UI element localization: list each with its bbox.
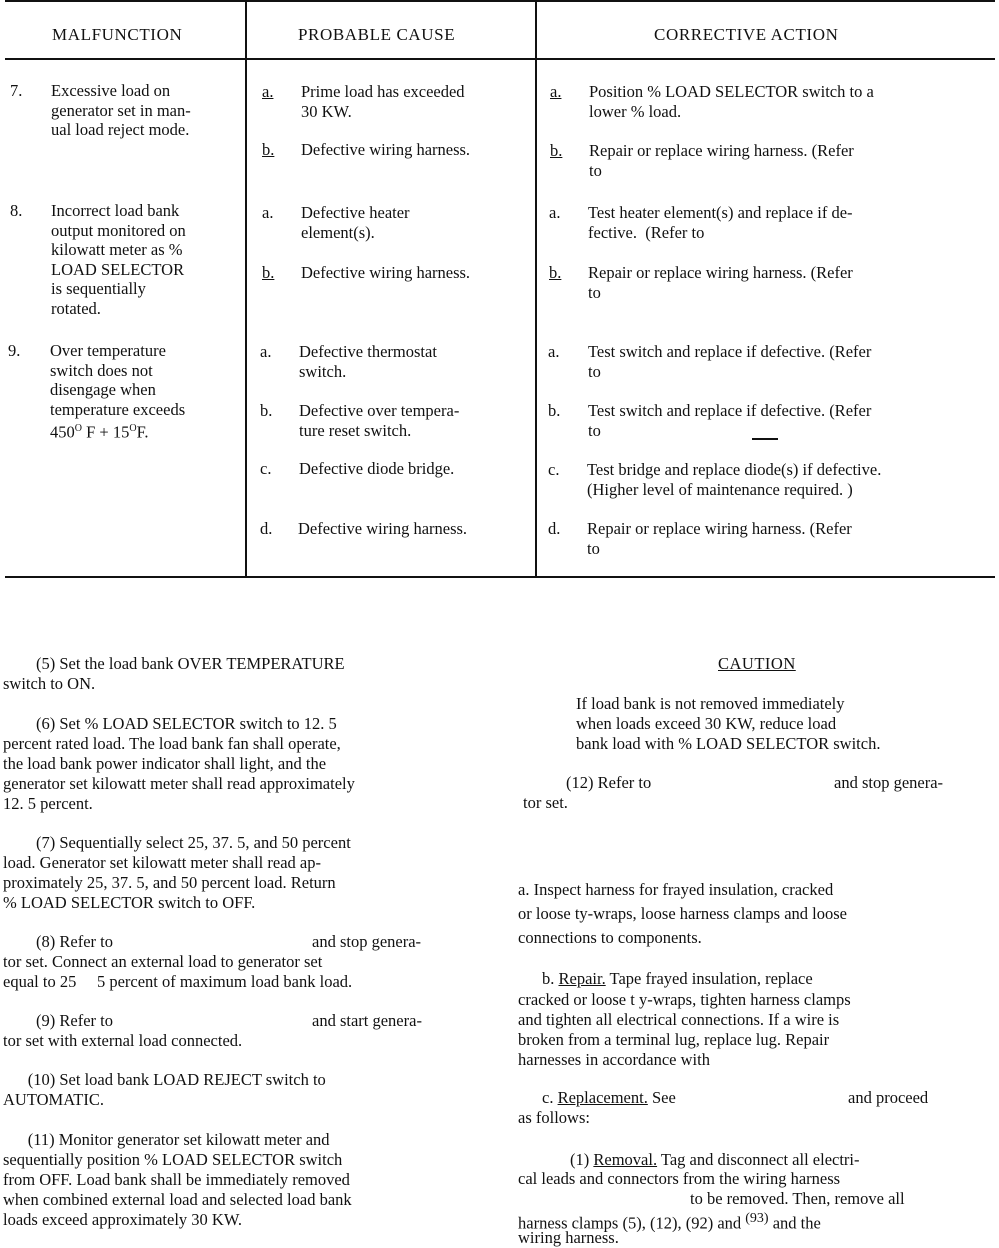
row-7-action-a-letter: a.	[550, 82, 562, 101]
row-9-number: 9.	[8, 341, 21, 360]
row-8-action-a-letter: a.	[549, 203, 561, 222]
step-5-paragraph: (5) Set the load bank OVER TEMPERATURE switch to ON.	[3, 654, 345, 693]
row-8-action-b-letter: b.	[549, 263, 562, 282]
step-12-start: (12) Refer to	[566, 773, 652, 792]
row-9-action-c: Test bridge and replace diode(s) if defective. (Higher level of maintenance required. )	[587, 460, 882, 499]
table-bottom-rule	[5, 576, 995, 578]
row-9-malfunction: Over temperature switch does not disengage when temperature exceeds $450^O$ $F + 15^OF$.	[50, 341, 186, 442]
step-8-line1-start: (8) Refer to	[3, 932, 113, 951]
header-probable-cause: PROBABLE CAUSE	[298, 25, 456, 44]
row-9-action-d: Repair or replace wiring harness. (Refer to	[587, 519, 852, 558]
row-7-action-a: Position % LOAD SELECTOR switch to a lower % load.	[589, 82, 874, 121]
row-8-cause-a-letter: a.	[262, 203, 274, 222]
row-8-cause-b: Defective wiring harness.	[301, 263, 471, 282]
removal-line3: to be removed. Then, remove all	[690, 1189, 905, 1208]
row-7-number: 7.	[10, 81, 23, 100]
row-7-action-b-letter: b.	[550, 141, 563, 160]
row-9-cause-c: Defective diode bridge.	[299, 459, 455, 478]
row-9-cause-c-letter: c.	[260, 459, 272, 478]
removal-line5: wiring harness.	[518, 1228, 619, 1247]
replacement-line1-start: c. Replacement. See	[542, 1088, 676, 1107]
repair-rest: cracked or loose t y-wraps, tighten harness clamps and tighten all electrical connections. If a wire is broken from a terminal lug, replace lug. Repair harnesses in accordance with	[518, 990, 851, 1069]
row-9-action-b-blank-rule	[752, 438, 778, 440]
row-9-cause-a-letter: a.	[260, 342, 272, 361]
step-8-line1-end: and stop genera-	[312, 932, 422, 951]
step-10-paragraph: (10) Set load bank LOAD REJECT switch to AUTOMATIC.	[3, 1070, 326, 1109]
removal-line2: cal leads and connectors from the wiring harness	[518, 1169, 841, 1188]
caution-text: If load bank is not removed immediately when loads exceed 30 KW, reduce load bank load with % LOAD SELECTOR switch.	[576, 694, 881, 753]
row-7-malfunction: Excessive load on generator set in man- ual load reject mode.	[51, 81, 191, 140]
row-9-cause-a: Defective thermostat switch.	[299, 342, 437, 381]
row-8-action-b: Repair or replace wiring harness. (Refer to	[588, 263, 853, 302]
step-8-rest: tor set. Connect an external load to generator set equal to 25 5 percent of maximum load bank load.	[3, 952, 353, 991]
table-top-rule	[5, 0, 995, 2]
repair-line1: b. Repair. Tape frayed insulation, replace	[542, 969, 813, 988]
row-7-cause-b-letter: b.	[262, 140, 275, 159]
row-8-action-a: Test heater element(s) and replace if de- fective. (Refer to	[588, 203, 853, 242]
caution-title: CAUTION	[718, 654, 796, 673]
step-11-paragraph: (11) Monitor generator set kilowatt meter and sequentially position % LOAD SELECTOR switch from OFF. Load bank shall be immediately removed when combined external load and selected load bank loads exceed approximately 30 KW.	[3, 1130, 352, 1229]
row-7-cause-a-letter: a.	[262, 82, 274, 101]
step-6-paragraph: (6) Set % LOAD SELECTOR switch to 12. 5 percent rated load. The load bank fan shall operate, the load bank power indicator shall light, and the generator set kilowatt meter shall read approximately 12. 5 percent.	[3, 714, 355, 813]
replacement-line1-end: and proceed	[848, 1088, 929, 1107]
row-9-action-a-letter: a.	[548, 342, 560, 361]
row-8-cause-a: Defective heater element(s).	[301, 203, 410, 242]
row-9-cause-b: Defective over tempera- ture reset switch.	[299, 401, 460, 440]
step-7-paragraph: (7) Sequentially select 25, 37. 5, and 50 percent load. Generator set kilowatt meter shall read ap- proximately 25, 37. 5, and 50 percent load. Return % LOAD SELECTOR switch to OFF.	[3, 833, 351, 912]
row-8-malfunction: Incorrect load bank output monitored on kilowatt meter as % LOAD SELECTOR is sequentially rotated.	[51, 201, 186, 318]
row-9-cause-d: Defective wiring harness.	[298, 519, 468, 538]
step-9-rest: tor set with external load connected.	[3, 1031, 243, 1050]
step-9-line1-start: (9) Refer to	[3, 1011, 113, 1030]
step-12-rest: tor set.	[523, 793, 568, 812]
inspect-paragraph: a. Inspect harness for frayed insulation, cracked or loose ty-wraps, loose harness clamps and loose connections to components.	[518, 880, 848, 947]
row-8-cause-b-letter: b.	[262, 263, 275, 282]
replacement-title: Replacement.	[557, 1088, 648, 1107]
row-9-action-d-letter: d.	[548, 519, 561, 538]
row-9-cause-b-letter: b.	[260, 401, 273, 420]
removal-title: Removal.	[593, 1150, 658, 1169]
step-9-line1-end: and start genera-	[312, 1011, 422, 1030]
repair-title: Repair.	[558, 969, 606, 988]
header-bottom-rule	[5, 58, 995, 60]
removal-line1: (1) Removal. Tag and disconnect all electri-	[570, 1150, 860, 1169]
row-7-cause-a: Prime load has exceeded 30 KW.	[301, 82, 465, 121]
row-9-action-c-letter: c.	[548, 460, 560, 479]
header-corrective-action: CORRECTIVE ACTION	[654, 25, 839, 44]
row-7-cause-b: Defective wiring harness.	[301, 140, 471, 159]
column-divider-2	[535, 0, 537, 578]
row-8-number: 8.	[10, 201, 23, 220]
row-9-action-a: Test switch and replace if defective. (Refer to	[588, 342, 872, 381]
column-divider-1	[245, 0, 247, 578]
row-9-action-b: Test switch and replace if defective. (Refer to	[588, 401, 872, 440]
replacement-follows: as follows:	[518, 1108, 590, 1127]
removal-line4: harness clamps (5), (12), (92) and $^{(93)}$ and the	[518, 1211, 821, 1233]
step-12-end: and stop genera-	[834, 773, 944, 792]
row-9-action-b-letter: b.	[548, 401, 561, 420]
row-9-cause-d-letter: d.	[260, 519, 273, 538]
header-malfunction: MALFUNCTION	[52, 25, 183, 44]
row-7-action-b: Repair or replace wiring harness. (Refer to	[589, 141, 854, 180]
